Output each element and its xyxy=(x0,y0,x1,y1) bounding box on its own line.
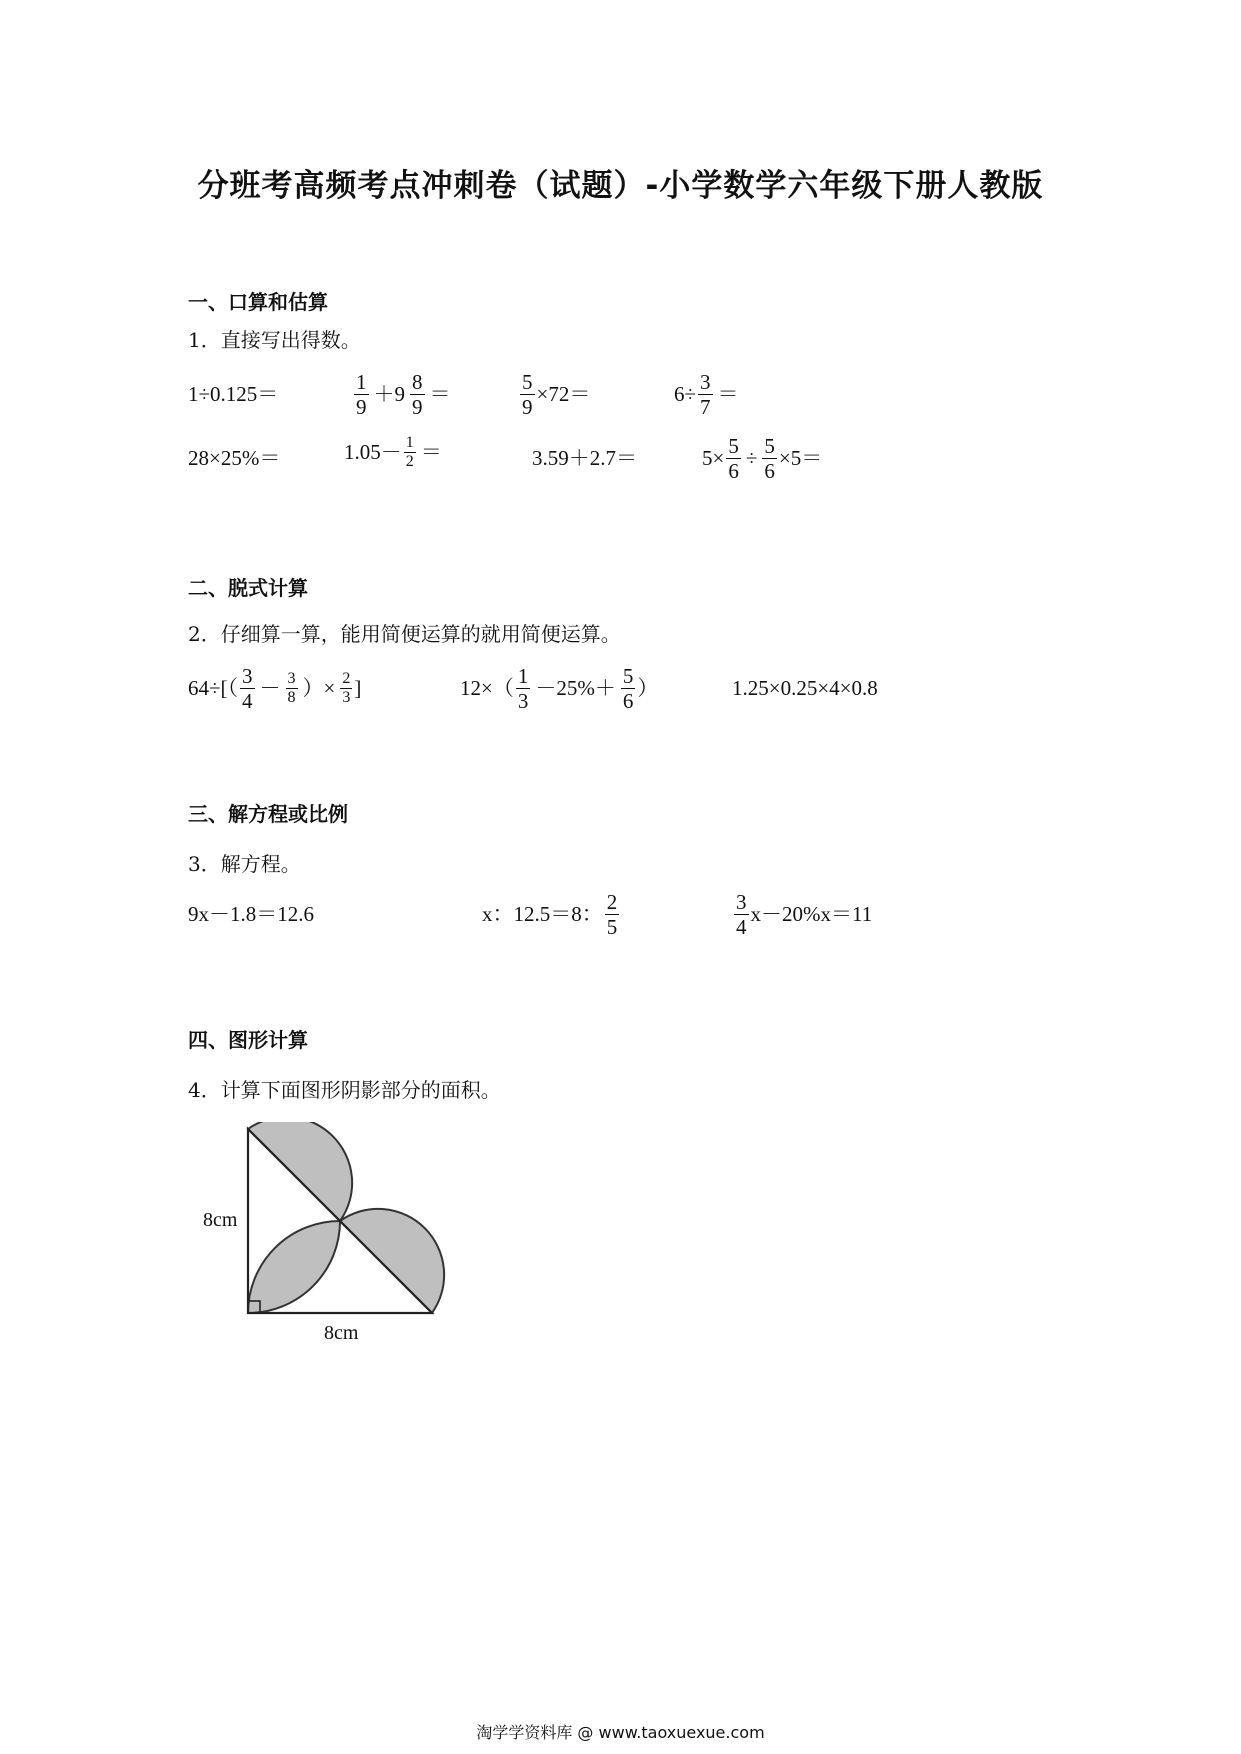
expression-suffix: ] xyxy=(354,676,362,701)
expression-rest: ×72＝ xyxy=(536,382,591,407)
q3-expr-a xyxy=(188,904,314,925)
fraction xyxy=(726,434,741,483)
fraction xyxy=(621,664,636,713)
lower-semicircle-shaded xyxy=(340,1209,444,1313)
section-heading-3: 三、解方程或比例 xyxy=(188,802,348,826)
operator: － xyxy=(259,676,281,701)
operator: －25%＋ xyxy=(535,676,616,701)
q1-a-text: 1÷0.125＝ xyxy=(188,382,279,406)
equals-sign: ＝ xyxy=(420,440,442,465)
numerator: 8 xyxy=(412,370,423,394)
q1-g-text: 3.59＋2.7＝ xyxy=(532,446,637,470)
expression-rest: ×5＝ xyxy=(778,446,823,471)
numerator: 1 xyxy=(517,664,529,688)
expression-prefix: 64÷[（ xyxy=(188,676,239,701)
fraction xyxy=(286,670,298,708)
denominator: 4 xyxy=(736,915,747,940)
q1-expr-a xyxy=(188,384,278,405)
fraction xyxy=(605,890,620,939)
q3-expr-c xyxy=(732,890,872,939)
q1-e-text: 28×25%＝ xyxy=(188,446,281,470)
fraction xyxy=(354,370,369,419)
section-heading-2: 二、脱式计算 xyxy=(188,576,308,600)
numerator: 3 xyxy=(700,370,711,394)
denominator: 7 xyxy=(700,395,711,420)
expression-prefix: 6÷ xyxy=(674,382,697,407)
expression-rest: x－20%x＝11 xyxy=(750,902,873,927)
q1-expr-e xyxy=(188,448,280,469)
expression-prefix: 12×（ xyxy=(460,676,514,701)
fraction xyxy=(516,664,531,713)
fraction xyxy=(762,434,777,483)
fraction xyxy=(410,370,425,419)
q2-expr-b xyxy=(460,664,658,713)
denominator: 3 xyxy=(342,689,351,707)
numerator: 3 xyxy=(286,670,298,689)
equals-sign: ＝ xyxy=(429,382,451,407)
fraction xyxy=(520,370,535,419)
question-4-prompt: 4．计算下面图形阴影部分的面积。 xyxy=(188,1078,501,1102)
expression-prefix: 5× xyxy=(702,446,725,471)
fraction xyxy=(340,670,352,708)
question-3-prompt: 3．解方程。 xyxy=(188,852,301,876)
fraction xyxy=(404,434,416,472)
denominator: 4 xyxy=(242,689,253,714)
denominator: 2 xyxy=(405,453,414,471)
expression-prefix: 1.05－ xyxy=(344,440,402,465)
numerator: 5 xyxy=(522,370,533,394)
denominator: 6 xyxy=(728,459,739,484)
denominator: 9 xyxy=(356,395,367,420)
denominator: 6 xyxy=(764,459,775,484)
shaded-area-figure xyxy=(195,1122,455,1354)
q1-expr-g xyxy=(532,448,637,469)
footer-watermark: 淘学学资料库 @ www.taoxuexue.com xyxy=(476,1723,765,1742)
denominator: 3 xyxy=(517,689,529,714)
section-heading-4: 四、图形计算 xyxy=(188,1028,308,1052)
expression-suffix: ） xyxy=(637,676,659,701)
denominator: 8 xyxy=(287,689,296,707)
q2-expr-c xyxy=(732,678,878,699)
q1-expr-d xyxy=(674,370,742,419)
numerator: 5 xyxy=(728,434,739,458)
numerator: 5 xyxy=(764,434,775,458)
numerator: 1 xyxy=(404,434,416,453)
expression-prefix: x：12.5＝8： xyxy=(482,902,603,927)
denominator: 9 xyxy=(412,395,423,420)
upper-semicircle-shaded xyxy=(248,1122,352,1221)
numerator: 3 xyxy=(242,664,253,688)
denominator: 6 xyxy=(622,689,634,714)
q1-expr-c xyxy=(518,370,590,419)
question-2-prompt: 2．仔细算一算，能用简便运算的就用简便运算。 xyxy=(188,622,621,646)
fraction xyxy=(698,370,713,419)
denominator: 5 xyxy=(606,915,618,940)
page-title: 分班考高频考点冲刺卷（试题）-小学数学六年级下册人教版 xyxy=(197,168,1044,204)
numerator: 2 xyxy=(340,670,352,689)
operator: ÷ xyxy=(745,446,758,471)
operator: ＋9 xyxy=(373,382,405,407)
lens-shaded xyxy=(248,1221,340,1313)
q3-a-text: 9x－1.8＝12.6 xyxy=(188,902,314,926)
numerator: 3 xyxy=(736,890,747,914)
left-side-label: 8cm xyxy=(203,1209,238,1231)
denominator: 9 xyxy=(522,395,533,420)
q2-expr-a xyxy=(188,664,361,713)
q1-expr-b xyxy=(352,370,454,419)
numerator: 5 xyxy=(622,664,634,688)
q1-expr-h xyxy=(702,434,822,483)
equals-sign: ＝ xyxy=(717,382,739,407)
fraction xyxy=(734,890,749,939)
section-heading-1: 一、口算和估算 xyxy=(188,290,328,314)
numerator: 2 xyxy=(606,890,618,914)
question-1-prompt: 1．直接写出得数。 xyxy=(188,328,361,352)
q2-c-text: 1.25×0.25×4×0.8 xyxy=(732,676,878,700)
bottom-side-label: 8cm xyxy=(324,1322,359,1344)
fraction xyxy=(240,664,255,713)
numerator: 1 xyxy=(356,370,367,394)
operator: ）× xyxy=(302,676,336,701)
q1-expr-f xyxy=(344,434,445,472)
q3-expr-b xyxy=(482,890,621,939)
